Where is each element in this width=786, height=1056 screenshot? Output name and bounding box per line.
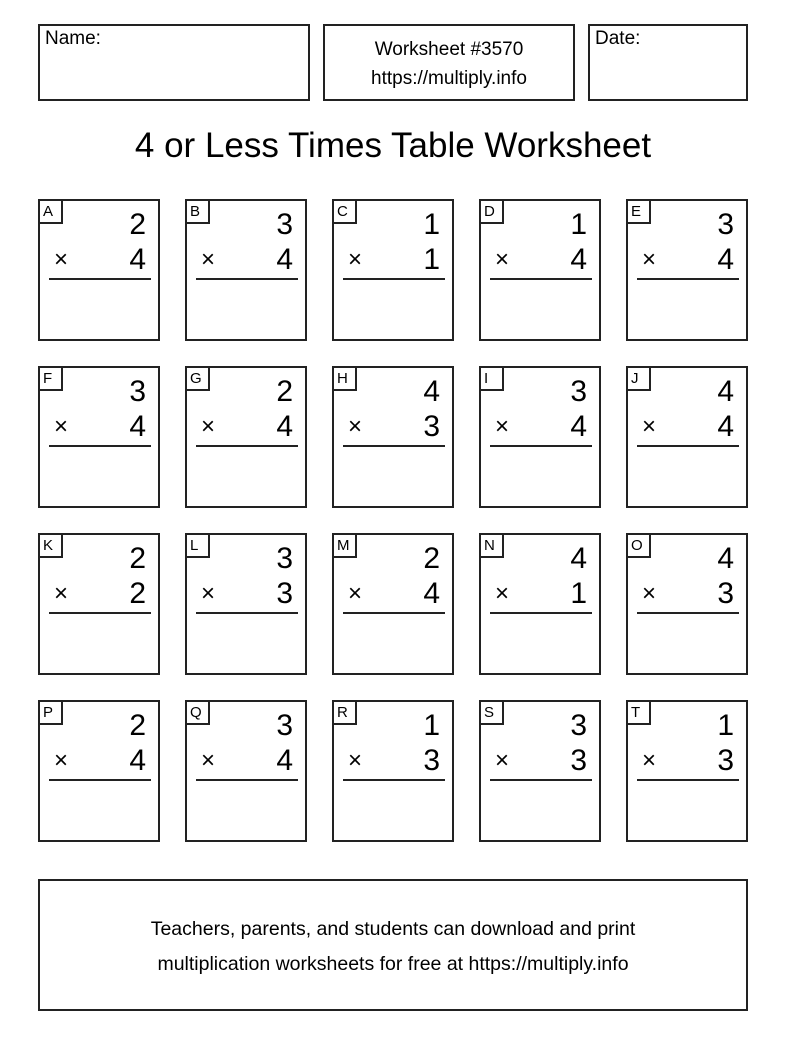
multiplier: 4 (276, 243, 293, 276)
multiplicand: 1 (570, 208, 587, 241)
answer-line (343, 278, 445, 280)
multiplicand: 2 (129, 709, 146, 742)
answer-line (343, 445, 445, 447)
multiplicand: 4 (717, 375, 734, 408)
answer-line (490, 612, 592, 614)
answer-line (343, 612, 445, 614)
answer-line (196, 612, 298, 614)
answer-line (343, 779, 445, 781)
multiplicand: 3 (570, 375, 587, 408)
problem-letter: H (332, 366, 357, 391)
answer-line (49, 779, 151, 781)
multiply-sign-icon: × (201, 747, 216, 774)
multiplicand: 3 (276, 208, 293, 241)
multiply-sign-icon: × (201, 413, 216, 440)
problem-letter: O (626, 533, 651, 558)
answer-line (637, 612, 739, 614)
multiply-sign-icon: × (348, 580, 363, 607)
footer-line-2: multiplication worksheets for free at https://multiply.info (157, 953, 629, 975)
problem-card[interactable] (38, 199, 160, 341)
multiplicand: 4 (570, 542, 587, 575)
multiply-sign-icon: × (642, 580, 657, 607)
problem-card[interactable] (185, 700, 307, 842)
problem-card[interactable] (479, 366, 601, 508)
problem-card[interactable] (479, 533, 601, 675)
multiply-sign-icon: × (201, 246, 216, 273)
multiplier: 4 (423, 577, 440, 610)
multiply-sign-icon: × (495, 580, 510, 607)
multiply-sign-icon: × (642, 246, 657, 273)
multiplicand: 3 (570, 709, 587, 742)
multiply-sign-icon: × (642, 413, 657, 440)
problem-letter: I (479, 366, 504, 391)
multiplicand: 1 (423, 709, 440, 742)
multiply-sign-icon: × (642, 747, 657, 774)
multiplier: 3 (717, 744, 734, 777)
multiplicand: 2 (423, 542, 440, 575)
multiplicand: 3 (717, 208, 734, 241)
multiplier: 3 (570, 744, 587, 777)
problem-card[interactable] (479, 199, 601, 341)
name-field[interactable] (38, 24, 310, 101)
multiplier: 4 (129, 243, 146, 276)
multiplier: 4 (570, 243, 587, 276)
problem-card[interactable] (38, 700, 160, 842)
problem-letter: J (626, 366, 651, 391)
problem-card[interactable] (332, 700, 454, 842)
multiplicand: 1 (423, 208, 440, 241)
problem-card[interactable] (332, 366, 454, 508)
site-url: https://multiply.info (371, 68, 527, 89)
multiply-sign-icon: × (348, 246, 363, 273)
problem-card[interactable] (185, 366, 307, 508)
multiplicand: 2 (129, 542, 146, 575)
multiplicand: 3 (129, 375, 146, 408)
multiplicand: 3 (276, 542, 293, 575)
problem-card[interactable] (38, 366, 160, 508)
multiply-sign-icon: × (348, 413, 363, 440)
problem-letter: P (38, 700, 63, 725)
answer-line (490, 779, 592, 781)
multiplier: 3 (423, 410, 440, 443)
answer-line (49, 612, 151, 614)
multiply-sign-icon: × (495, 413, 510, 440)
multiplicand: 2 (129, 208, 146, 241)
answer-line (637, 278, 739, 280)
answer-line (490, 445, 592, 447)
problem-letter: M (332, 533, 357, 558)
problem-letter: B (185, 199, 210, 224)
problem-letter: A (38, 199, 63, 224)
footer-box (38, 879, 748, 1011)
multiply-sign-icon: × (54, 246, 69, 273)
multiply-sign-icon: × (495, 747, 510, 774)
page-title: 4 or Less Times Table Worksheet (134, 126, 652, 165)
multiplicand: 1 (717, 709, 734, 742)
multiply-sign-icon: × (348, 747, 363, 774)
multiply-sign-icon: × (201, 580, 216, 607)
problem-letter: Q (185, 700, 210, 725)
multiplicand: 4 (717, 542, 734, 575)
multiply-sign-icon: × (54, 580, 69, 607)
answer-line (196, 779, 298, 781)
answer-line (637, 779, 739, 781)
multiplicand: 4 (423, 375, 440, 408)
multiplier: 4 (129, 744, 146, 777)
footer-line-1: Teachers, parents, and students can download and print (150, 918, 636, 940)
multiplier: 2 (129, 577, 146, 610)
multiplier: 1 (570, 577, 587, 610)
multiplier: 4 (717, 410, 734, 443)
problem-card[interactable] (332, 199, 454, 341)
problem-letter: R (332, 700, 357, 725)
problem-card[interactable] (38, 533, 160, 675)
date-field[interactable] (588, 24, 748, 101)
problem-letter: E (626, 199, 651, 224)
date-label: Date: (595, 28, 641, 49)
problem-card[interactable] (626, 366, 748, 508)
multiply-sign-icon: × (495, 246, 510, 273)
multiplier: 3 (423, 744, 440, 777)
answer-line (196, 445, 298, 447)
answer-line (490, 278, 592, 280)
problem-card[interactable] (185, 533, 307, 675)
multiplier: 4 (276, 744, 293, 777)
multiplicand: 3 (276, 709, 293, 742)
problem-letter: G (185, 366, 210, 391)
problem-letter: C (332, 199, 357, 224)
answer-line (49, 278, 151, 280)
problem-letter: D (479, 199, 504, 224)
problem-card[interactable] (626, 199, 748, 341)
worksheet-info-box (323, 24, 575, 101)
multiplier: 4 (717, 243, 734, 276)
multiplier: 3 (717, 577, 734, 610)
multiplicand: 2 (276, 375, 293, 408)
problem-card[interactable] (626, 533, 748, 675)
multiplier: 4 (276, 410, 293, 443)
worksheet-id: Worksheet #3570 (374, 39, 524, 60)
answer-line (637, 445, 739, 447)
problem-card[interactable] (185, 199, 307, 341)
problem-letter: K (38, 533, 63, 558)
problem-card[interactable] (479, 700, 601, 842)
problem-card[interactable] (332, 533, 454, 675)
name-label: Name: (45, 28, 101, 49)
problem-letter: L (185, 533, 210, 558)
problem-letter: T (626, 700, 651, 725)
multiplier: 4 (129, 410, 146, 443)
multiplier: 3 (276, 577, 293, 610)
multiply-sign-icon: × (54, 413, 69, 440)
multiply-sign-icon: × (54, 747, 69, 774)
problem-letter: S (479, 700, 504, 725)
answer-line (196, 278, 298, 280)
answer-line (49, 445, 151, 447)
problem-letter: F (38, 366, 63, 391)
multiplier: 4 (570, 410, 587, 443)
problem-card[interactable] (626, 700, 748, 842)
problem-letter: N (479, 533, 504, 558)
multiplier: 1 (423, 243, 440, 276)
